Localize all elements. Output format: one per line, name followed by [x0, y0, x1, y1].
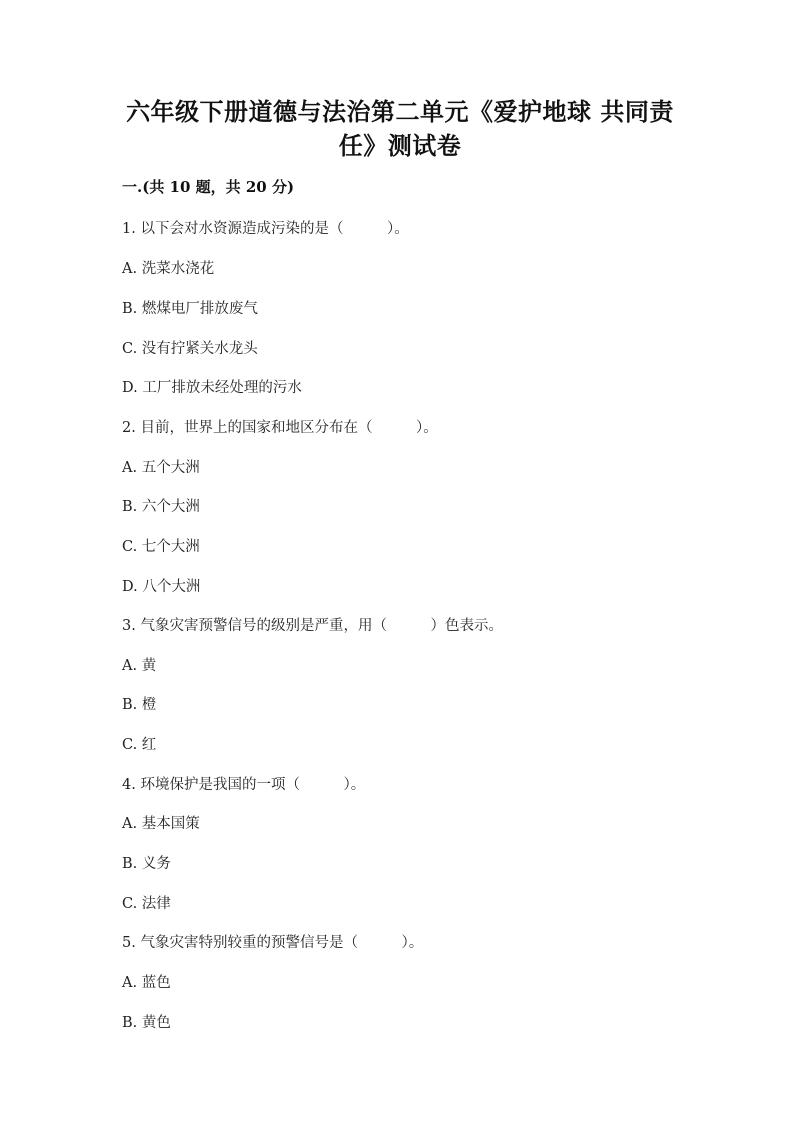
question-2-option-a: A. 五个大洲 [122, 460, 200, 476]
question-3-stem: 3. 气象灾害预警信号的级别是严重，用（ ）色表示。 [122, 618, 503, 634]
question-4-stem: 4. 环境保护是我国的一项（ ）。 [122, 777, 366, 793]
question-3-option-a: A. 黄 [122, 658, 157, 674]
exam-title-line-2: 任》测试卷 [338, 131, 462, 160]
question-2-option-c: C. 七个大洲 [122, 539, 200, 555]
question-4-option-a: A. 基本国策 [122, 816, 200, 832]
question-2-option-d: D. 八个大洲 [122, 579, 201, 595]
question-4-option-c: C. 法律 [122, 896, 171, 912]
question-1-stem: 1. 以下会对水资源造成污染的是（ ）。 [122, 221, 409, 237]
question-5-option-b: B. 黄色 [122, 1015, 171, 1031]
question-1-option-c: C. 没有拧紧关水龙头 [122, 341, 258, 357]
question-5-stem: 5. 气象灾害特别较重的预警信号是（ ）。 [122, 935, 424, 951]
section-heading: 一.(共 10 题，共 20 分) [122, 178, 295, 196]
exam-title-line-1: 六年级下册道德与法治第二单元《爱护地球 共同责 [126, 97, 674, 126]
question-5-option-a: A. 蓝色 [122, 975, 171, 991]
question-1-option-b: B. 燃煤电厂排放废气 [122, 301, 258, 317]
question-1-option-d: D. 工厂排放未经处理的污水 [122, 380, 302, 396]
question-3-option-b: B. 橙 [122, 697, 157, 713]
question-2-stem: 2. 目前，世界上的国家和地区分布在（ ）。 [122, 420, 438, 436]
question-3-option-c: C. 红 [122, 737, 157, 753]
question-2-option-b: B. 六个大洲 [122, 499, 200, 515]
question-1-option-a: A. 洗菜水浇花 [122, 261, 215, 277]
question-4-option-b: B. 义务 [122, 856, 171, 872]
